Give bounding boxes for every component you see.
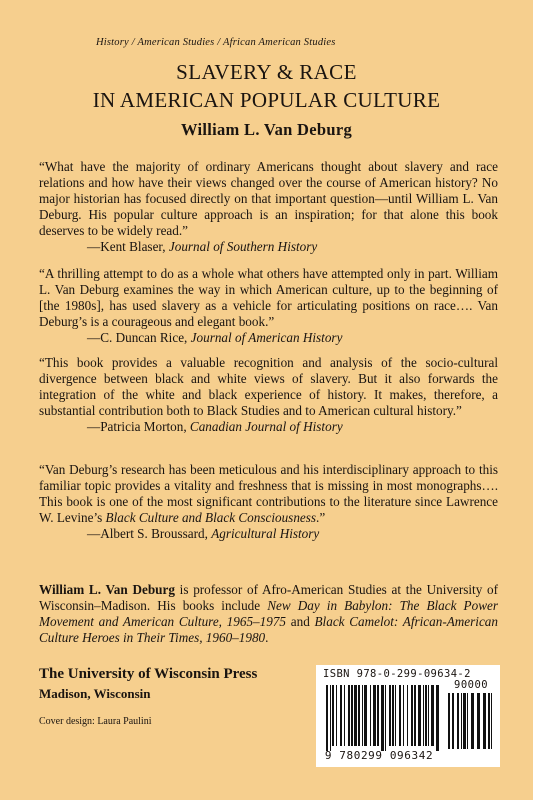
bio-text: . <box>265 630 269 645</box>
blurb-quote <box>39 462 498 542</box>
cover-design-credit: Cover design: Laura Paulini <box>39 716 152 727</box>
quote-source: Canadian Journal of History <box>189 419 343 434</box>
bio-author-name: William L. Van Deburg <box>39 582 175 597</box>
ean-number: 9 780299 096342 <box>324 749 434 762</box>
book-title-line1: SLAVERY & RACE <box>176 60 357 84</box>
book-title-line2: IN AMERICAN POPULAR CULTURE <box>92 88 441 112</box>
publisher-city: Madison, Wisconsin <box>39 686 151 701</box>
quote-author: —Kent Blaser, <box>87 239 169 254</box>
author-bio <box>39 582 498 646</box>
quote-author: —Patricia Morton, <box>87 419 190 434</box>
quote-text-part: “Van Deburg’s research has been meticulous and his interdisciplinary approach to this familiar topic provides a vitality and freshness that is missing in most monographs…. This book is one of the most significant contributions to the literature since Lawrence W. Levine’s <box>39 462 498 525</box>
quote-attribution <box>39 239 498 255</box>
quote-attribution <box>39 526 498 542</box>
blurb-quote <box>39 266 498 346</box>
quote-source: Journal of American History <box>190 330 343 345</box>
quote-attribution <box>39 419 498 435</box>
quote-text <box>39 462 498 526</box>
blurb-quote <box>39 355 498 435</box>
quote-text-part: .” <box>316 510 326 525</box>
blurb-quote <box>39 159 498 255</box>
quote-author: —C. Duncan Rice, <box>87 330 191 345</box>
bio-text: and <box>286 614 315 629</box>
isbn-text: ISBN 978-0-299-09634-2 <box>323 668 471 680</box>
bio-text: is professor of Afro-American Studies at the University of Wisconsin–Madison. His books include <box>39 582 498 613</box>
quote-text: “This book provides a valuable recognition and analysis of the socio-cultural divergence between black and white views of slavery. But it also forwards the integration of the white and black experience of history. It makes, therefore, a substantial contribution both to Black Studies and to American cultural history.” <box>39 355 498 418</box>
bio-paragraph <box>39 582 498 646</box>
bio-book-title: Black Camelot: African-American Culture Heroes in Their Times, 1960–1980 <box>39 614 498 645</box>
bio-book-title: New Day in Babylon: The Black Power Movement and American Culture, 1965–1975 <box>39 598 498 629</box>
author-name: William L. Van Deburg <box>180 120 353 139</box>
category-line: History / American Studies / African American Studies <box>96 37 336 48</box>
quote-source: Agricultural History <box>211 526 320 541</box>
quote-text: “What have the majority of ordinary Americans thought about slavery and race relations and how have their views changed over the course of American history? No major historian has focused directly on that important question—until William L. Van Deburg. His popular culture approach is an inspiration; for that alone this book deserves to be widely read.” <box>39 159 498 238</box>
barcode-box <box>316 665 500 767</box>
quote-attribution <box>39 330 498 346</box>
quoted-book-title: Black Culture and Black Consciousness <box>105 510 317 525</box>
quote-author: —Albert S. Broussard, <box>87 526 212 541</box>
publisher-name: The University of Wisconsin Press <box>39 666 258 682</box>
quote-source: Journal of Southern History <box>168 239 318 254</box>
quote-text: “A thrilling attempt to do as a whole what others have attempted only in part. William L. Van Deburg examines the way in which American culture, up to the beginning of [the 1980s], has used slavery as a vehicle for articulating positions on race…. Van Deburg’s is a courageous and elegant book.” <box>39 266 498 329</box>
price-code-text: 90000 <box>454 679 489 691</box>
